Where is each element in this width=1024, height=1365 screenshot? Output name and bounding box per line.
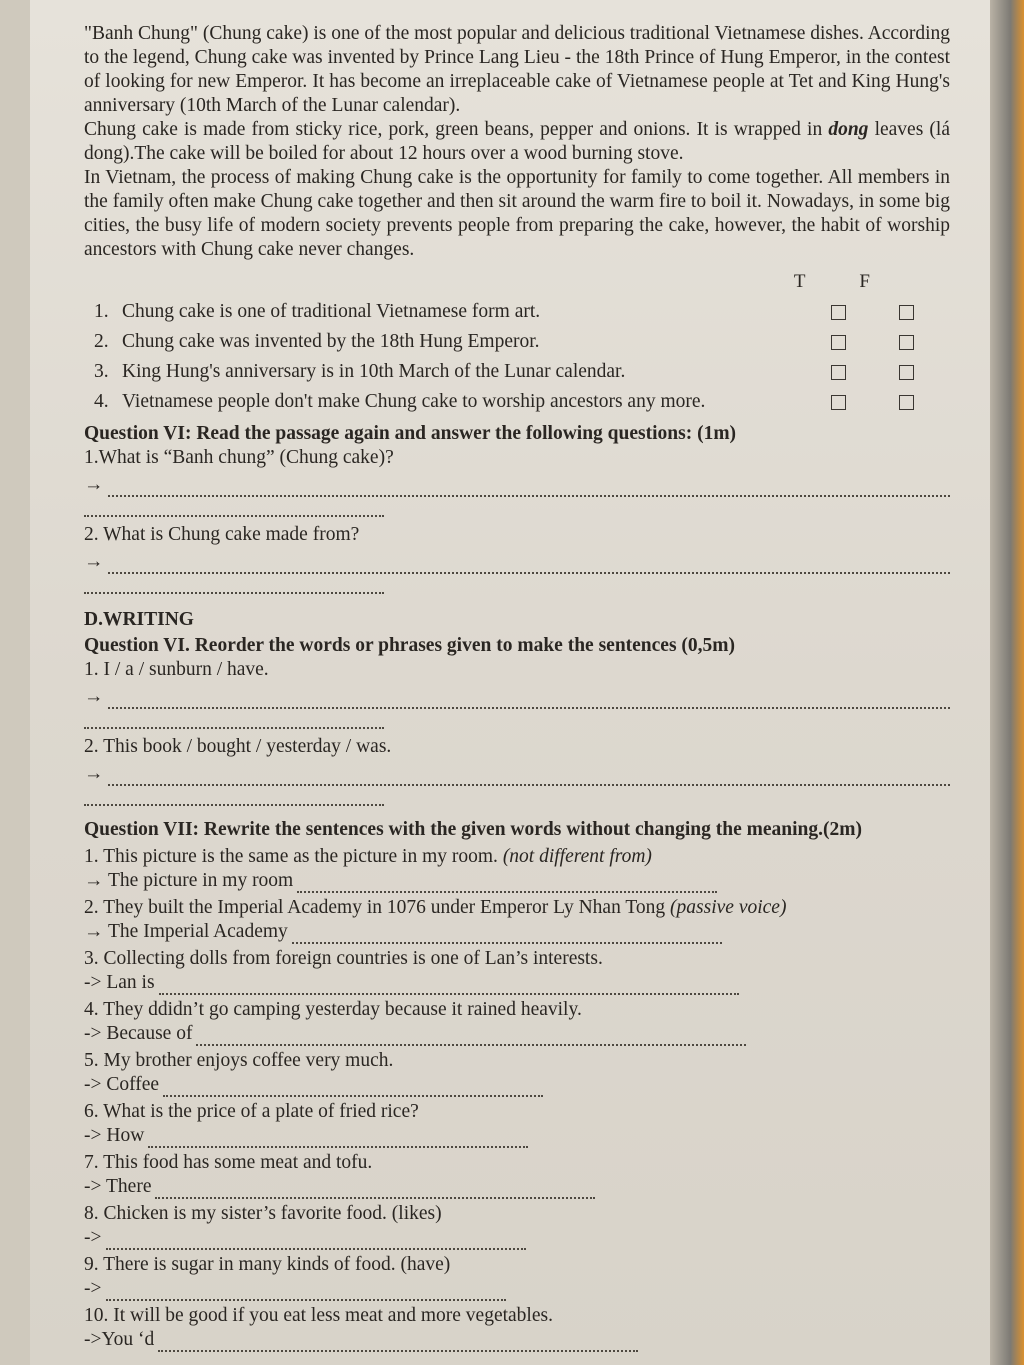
rewrite-list xyxy=(84,845,950,1352)
answer-line[interactable]: -> How xyxy=(84,1124,950,1148)
dong-word: dong xyxy=(828,119,869,140)
hint: (passive voice) xyxy=(670,897,787,918)
answer-line[interactable] xyxy=(84,550,950,574)
tf-item: 4. Vietnamese people don't make Chung cake to worship ancestors any more. xyxy=(94,390,950,414)
rewrite-item: 3. Collecting dolls from foreign countries is one of Lan’s interests. -> Lan is xyxy=(84,947,950,995)
tf-statement: Vietnamese people don't make Chung cake to worship ancestors any more. xyxy=(122,391,706,412)
passage-paragraph-1: "Banh Chung" (Chung cake) is one of the most popular and delicious traditional Vietnamese dishes. According to the legend, Chung cake was invented by Prince Lang Lieu - the 18th Prince of Hung Emperor, in the contest of looking for new Emperor. It has become an irreplaceable cake of Vietnamese people at Tet and King Hung's anniversary (10th March of the Lunar calendar). xyxy=(84,23,950,116)
answer-line-continuation[interactable] xyxy=(84,501,384,517)
rewrite-item: 8. Chicken is my sister’s favorite food. (likes) -> xyxy=(84,1202,950,1250)
tf-item: 1. Chung cake is one of traditional Vietnamese form art. xyxy=(94,300,950,324)
rewrite-item: 1. This picture is the same as the picture in my room. (not different from) → The picture in my room xyxy=(84,845,950,893)
true-false-header xyxy=(84,270,950,294)
rewrite-item: 9. There is sugar in many kinds of food. (have) -> xyxy=(84,1253,950,1301)
worksheet-page xyxy=(30,0,990,1365)
question-text: 2. What is Chung cake made from? xyxy=(84,524,360,545)
answer-line[interactable]: → The picture in my room xyxy=(84,869,950,893)
question-vii-title: Question VII: Rewrite the sentences with the given words without changing the meaning.(2m) xyxy=(84,819,862,840)
question-item xyxy=(84,523,950,594)
question-text: 1.What is “Banh chung” (Chung cake)? xyxy=(84,447,394,468)
question-vi-title: Question VI: Read the passage again and answer the following questions: (1m) xyxy=(84,423,737,444)
writing-section-title: D.WRITING xyxy=(84,609,194,630)
question-item xyxy=(84,446,950,517)
true-checkbox[interactable] xyxy=(831,305,846,320)
arrow-icon: → xyxy=(84,763,104,784)
arrow-icon: → xyxy=(84,686,104,707)
rewrite-item: 4. They ddidn’t go camping yesterday because it rained heavily. -> Because of xyxy=(84,998,950,1046)
answer-line[interactable]: -> Lan is xyxy=(84,971,950,995)
answer-line-continuation[interactable] xyxy=(84,713,384,729)
true-checkbox[interactable] xyxy=(831,365,846,380)
answer-line-continuation[interactable] xyxy=(84,578,384,594)
tf-item: 2. Chung cake was invented by the 18th Hung Emperor. xyxy=(94,330,950,354)
false-checkbox[interactable] xyxy=(899,365,914,380)
rewrite-item: 6. What is the price of a plate of fried rice? -> How xyxy=(84,1100,950,1148)
true-checkbox[interactable] xyxy=(831,395,846,410)
hint: (not different from) xyxy=(502,846,652,867)
tf-statement: Chung cake was invented by the 18th Hung Emperor. xyxy=(122,331,540,352)
reorder-item xyxy=(84,658,950,729)
answer-line[interactable]: → The Imperial Academy xyxy=(84,920,950,944)
answer-line[interactable]: -> xyxy=(84,1226,950,1250)
answer-line[interactable]: -> There xyxy=(84,1175,950,1199)
true-checkbox[interactable] xyxy=(831,335,846,350)
answer-line[interactable] xyxy=(84,685,950,709)
true-false-list xyxy=(84,300,950,414)
tf-statement: King Hung's anniversary is in 10th March of the Lunar calendar. xyxy=(122,361,626,382)
reading-passage xyxy=(84,22,950,262)
answer-line[interactable]: -> Coffee xyxy=(84,1073,950,1097)
answer-line-continuation[interactable] xyxy=(84,790,384,806)
passage-paragraph-2: Chung cake is made from sticky rice, pork, green beans, pepper and onions. It is wrapped in dong leaves (lá dong).The cake will be boiled for about 12 hours over a wood burning stove. xyxy=(84,119,950,164)
tf-item: 3. King Hung's anniversary is in 10th March of the Lunar calendar. xyxy=(94,360,950,384)
rewrite-item: 5. My brother enjoys coffee very much. -> Coffee xyxy=(84,1049,950,1097)
false-checkbox[interactable] xyxy=(899,305,914,320)
answer-line[interactable] xyxy=(84,762,950,786)
arrow-icon: → xyxy=(84,551,104,572)
false-checkbox[interactable] xyxy=(899,395,914,410)
answer-line[interactable]: -> xyxy=(84,1277,950,1301)
reorder-item xyxy=(84,735,950,806)
rewrite-item: 7. This food has some meat and tofu. -> There xyxy=(84,1151,950,1199)
question-vi-reorder-title: Question VI. Reorder the words or phrases given to make the sentences (0,5m) xyxy=(84,635,736,656)
false-checkbox[interactable] xyxy=(899,335,914,350)
reorder-prompt: 2. This book / bought / yesterday / was. xyxy=(84,736,392,757)
answer-line[interactable]: -> Because of xyxy=(84,1022,950,1046)
false-label: F xyxy=(859,271,870,292)
passage-paragraph-3: In Vietnam, the process of making Chung cake is the opportunity for family to come together. All members in the family often make Chung cake together and then sit around the warm fire to boil it. Nowadays, in some big cities, the busy life of modern society prevents people from preparing the cake, however, the habit of worship ancestors with Chung cake never changes. xyxy=(84,167,950,260)
arrow-icon: → xyxy=(84,474,104,495)
tf-statement: Chung cake is one of traditional Vietnamese form art. xyxy=(122,301,541,322)
answer-line[interactable] xyxy=(84,473,950,497)
rewrite-item: 2. They built the Imperial Academy in 1076 under Emperor Ly Nhan Tong (passive voice) → The Imperial Academy xyxy=(84,896,950,944)
true-label: T xyxy=(793,271,806,292)
background-edge xyxy=(990,0,1024,1365)
answer-line[interactable]: ->You ‘d xyxy=(84,1328,950,1352)
reorder-prompt: 1. I / a / sunburn / have. xyxy=(84,659,269,680)
rewrite-item: 10. It will be good if you eat less meat and more vegetables. ->You ‘d xyxy=(84,1304,950,1352)
